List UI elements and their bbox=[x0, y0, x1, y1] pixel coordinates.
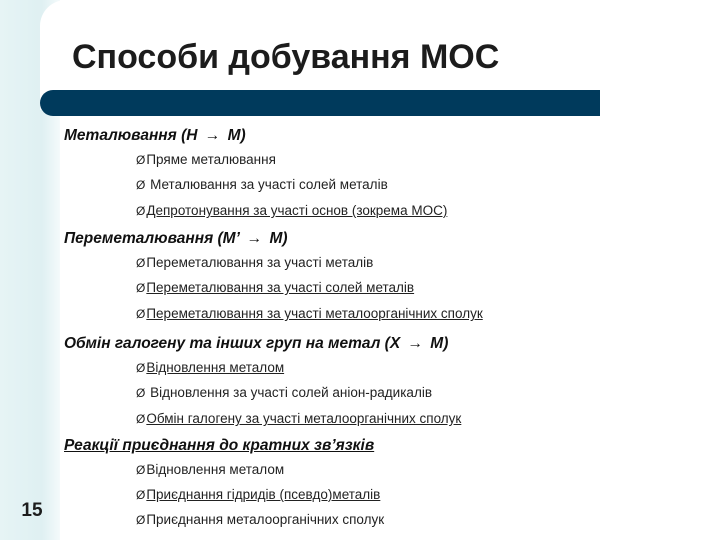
section-heading-halogen-exchange: Обмін галогену та інших груп на метал (X → M) bbox=[64, 335, 449, 352]
arrow-icon: → bbox=[204, 127, 221, 144]
list-item: ØПереметалювання за участі металоорганічних сполук bbox=[136, 306, 483, 321]
list-item: ØВідновлення металом bbox=[136, 360, 285, 375]
list-item: Ø Відновлення за участі солей аніон-радикалів bbox=[136, 385, 432, 400]
arrowhead-bullet-icon: Ø bbox=[136, 361, 146, 375]
list-item: ØПриєднання металоорганічних сполук bbox=[136, 512, 385, 527]
arrowhead-bullet-icon: Ø bbox=[136, 153, 146, 167]
section-heading-addition-reactions: Реакції приєднання до кратних зв’язків bbox=[64, 437, 375, 454]
arrowhead-bullet-icon: Ø bbox=[136, 513, 146, 527]
arrowhead-bullet-icon: Ø bbox=[136, 463, 146, 477]
list-item: ØПереметалювання за участі солей металів bbox=[136, 280, 415, 295]
list-item: ØДепротонування за участі основ (зокрема МОС) bbox=[136, 203, 448, 218]
list-item: ØПереметалювання за участі металів bbox=[136, 255, 374, 270]
arrowhead-bullet-icon: Ø bbox=[136, 488, 146, 502]
list-item: Ø Металювання за участі солей металів bbox=[136, 177, 388, 192]
list-item: ØВідновлення металом bbox=[136, 462, 285, 477]
section-heading-metalation: Металювання (H → M) bbox=[64, 127, 246, 144]
arrowhead-bullet-icon: Ø bbox=[136, 386, 146, 400]
list-item: ØОбмін галогену за участі металоорганічних сполук bbox=[136, 411, 462, 426]
list-item: ØПряме металювання bbox=[136, 152, 276, 167]
arrowhead-bullet-icon: Ø bbox=[136, 307, 146, 321]
arrow-icon: → bbox=[407, 335, 423, 352]
arrowhead-bullet-icon: Ø bbox=[136, 204, 146, 218]
arrowhead-bullet-icon: Ø bbox=[136, 256, 146, 270]
slide-title: Способи добування МОС bbox=[72, 38, 500, 76]
section-heading-transmetalation: Переметалювання (M’ → M) bbox=[64, 230, 288, 247]
arrowhead-bullet-icon: Ø bbox=[136, 412, 146, 426]
arrowhead-bullet-icon: Ø bbox=[136, 178, 146, 192]
arrowhead-bullet-icon: Ø bbox=[136, 281, 146, 295]
list-item: ØПриєднання гідридів (псевдо)металів bbox=[136, 487, 381, 502]
arrow-icon: → bbox=[246, 230, 263, 247]
slide-number: 15 bbox=[21, 500, 43, 521]
